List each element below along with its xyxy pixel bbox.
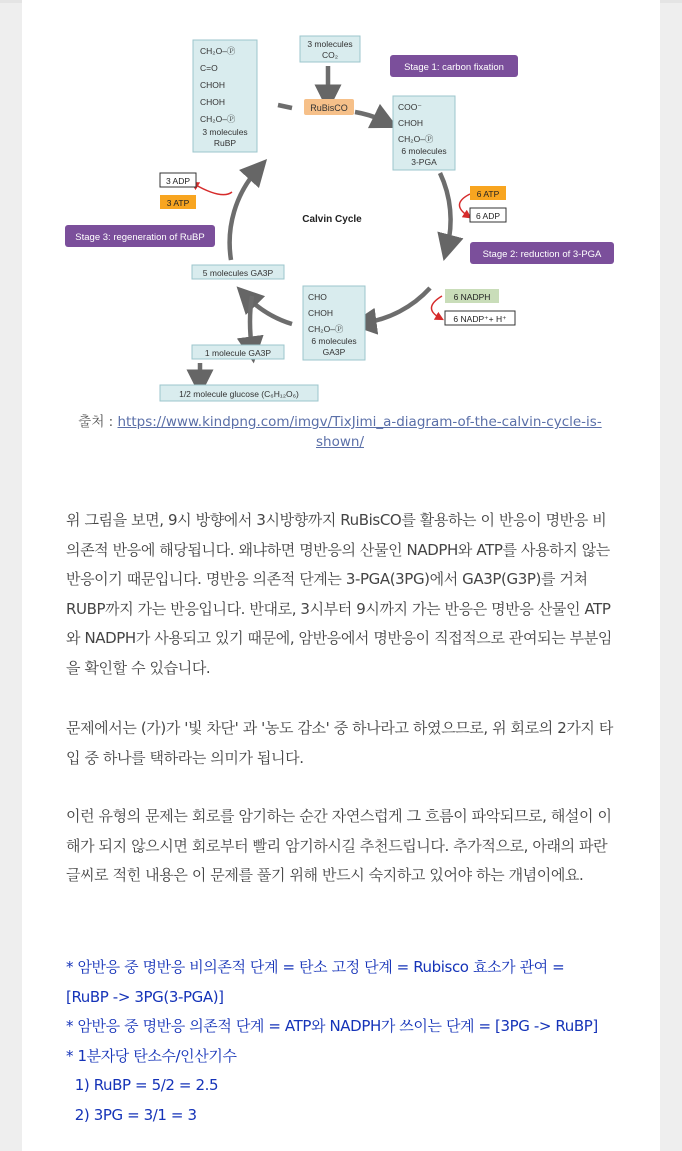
atp3-label: 3 ATP: [166, 198, 190, 208]
note-line: [RuBP -> 3PG(3-PGA)]: [66, 987, 224, 1006]
pga-label-0: 6 molecules: [401, 146, 447, 156]
rubp-label-1: RuBP: [213, 138, 237, 148]
note-line: 1) RuBP = 5/2 = 2.5: [66, 1076, 219, 1094]
glucose-label: 1/2 molecule glucose (C₆H₁₂O₆): [179, 389, 299, 399]
calvin-cycle-diagram: [60, 28, 620, 406]
pga-struct-0: COO⁻: [398, 102, 422, 112]
paragraph-1: 위 그림을 보면, 9시 방향에서 3시방향까지 RuBisCO를 활용하는 이 반응이 명반응 비의존적 반응에 해당됩니다. 왜냐하면 명반응의 산물인 NADPH와 ATP를 사용하지 않는 반응이기 때문입니다. 명반응 의존적 단계는 3-PGA(3PG)에서 GA3P(G3P)를 거쳐 RUBP까지 가는 반응입니다. 반대로, 3시부터 9시까지 가는 반응은 명반응 산물인 ATP와 NADPH가 사용되고 있기 때문에, 암반응에서 명반응이 직접적으로 관여되는 부분임을 확인할 수 있습니다.: [66, 511, 612, 677]
pga-struct-1: CHOH: [398, 118, 424, 128]
adp6-label: 6 ADP: [475, 211, 501, 221]
stage2-label: Stage 2: reduction of 3-PGA: [482, 249, 602, 260]
rubp-struct-3: CHOH: [200, 97, 226, 107]
caption-prefix: 출처 :: [78, 414, 118, 430]
source-link[interactable]: https://www.kindpng.com/imgv/TixJimi_a-diagram-of-the-calvin-cycle-is-shown/: [117, 414, 602, 450]
ga3p-struct-2: CH₂O–Ⓟ: [308, 324, 344, 334]
note-line: * 암반응 중 명반응 의존적 단계 = ATP와 NADPH가 쓰이는 단계 = [3PG -> RuBP]: [66, 1017, 598, 1035]
figure-caption: [66, 412, 614, 452]
ga3p-label-0: 6 molecules: [311, 336, 357, 346]
key-notes: [66, 953, 626, 1130]
rubp-label-0: 3 molecules: [202, 127, 248, 137]
note-line: * 암반응 중 명반응 비의존적 단계 = 탄소 고정 단계 = Rubisco 효소가 관여 =: [66, 958, 565, 976]
nadp6-label: 6 NADP⁺+ H⁺: [453, 314, 507, 324]
rubp-struct-0: CH₂O–Ⓟ: [200, 46, 236, 56]
ga3p1-label: 1 molecule GA3P: [204, 348, 272, 358]
co2-line2: CO₂: [321, 50, 339, 60]
ga3p-struct-1: CHOH: [308, 308, 334, 318]
nadph6-label: 6 NADPH: [453, 292, 491, 302]
co2-line1: 3 molecules: [307, 39, 353, 49]
rubisco-label: RuBisCO: [310, 103, 348, 113]
rubp-struct-2: CHOH: [200, 80, 226, 90]
ga3p5-label: 5 molecules GA3P: [202, 268, 274, 278]
paragraph-2: 문제에서는 (가)가 '빛 차단' 과 '농도 감소' 중 하나라고 하였으므로, 위 회로의 2가지 타입 중 하나를 택하라는 의미가 됩니다.: [66, 719, 613, 767]
rubp-struct-4: CH₂O–Ⓟ: [200, 114, 236, 124]
pga-label-1: 3-PGA: [411, 157, 437, 167]
ga3p-label-1: GA3P: [322, 347, 346, 357]
paragraph-3: 이런 유형의 문제는 회로를 암기하는 순간 자연스럽게 그 흐름이 파악되므로, 해설이 이해가 되지 않으시면 회로부터 빨리 암기하시길 추천드립니다. 추가적으로, 아래의 파란 글씨로 적힌 내용은 이 문제를 풀기 위해 반드시 숙지하고 있어야 하는 개념이에요.: [66, 807, 612, 884]
note-line: * 1분자당 탄소수/인산기수: [66, 1046, 237, 1065]
adp3-label: 3 ADP: [165, 176, 191, 186]
rubp-struct-1: C=O: [200, 63, 218, 73]
pga-struct-2: CH₂O–Ⓟ: [398, 134, 434, 144]
note-line: 2) 3PG = 3/1 = 3: [66, 1105, 197, 1124]
stage1-label: Stage 1: carbon fixation: [404, 62, 504, 73]
stage3-label: Stage 3: regeneration of RuBP: [75, 232, 205, 243]
ga3p-struct-0: CHO: [308, 292, 327, 302]
cycle-title: Calvin Cycle: [302, 214, 362, 225]
atp6-label: 6 ATP: [476, 189, 500, 199]
